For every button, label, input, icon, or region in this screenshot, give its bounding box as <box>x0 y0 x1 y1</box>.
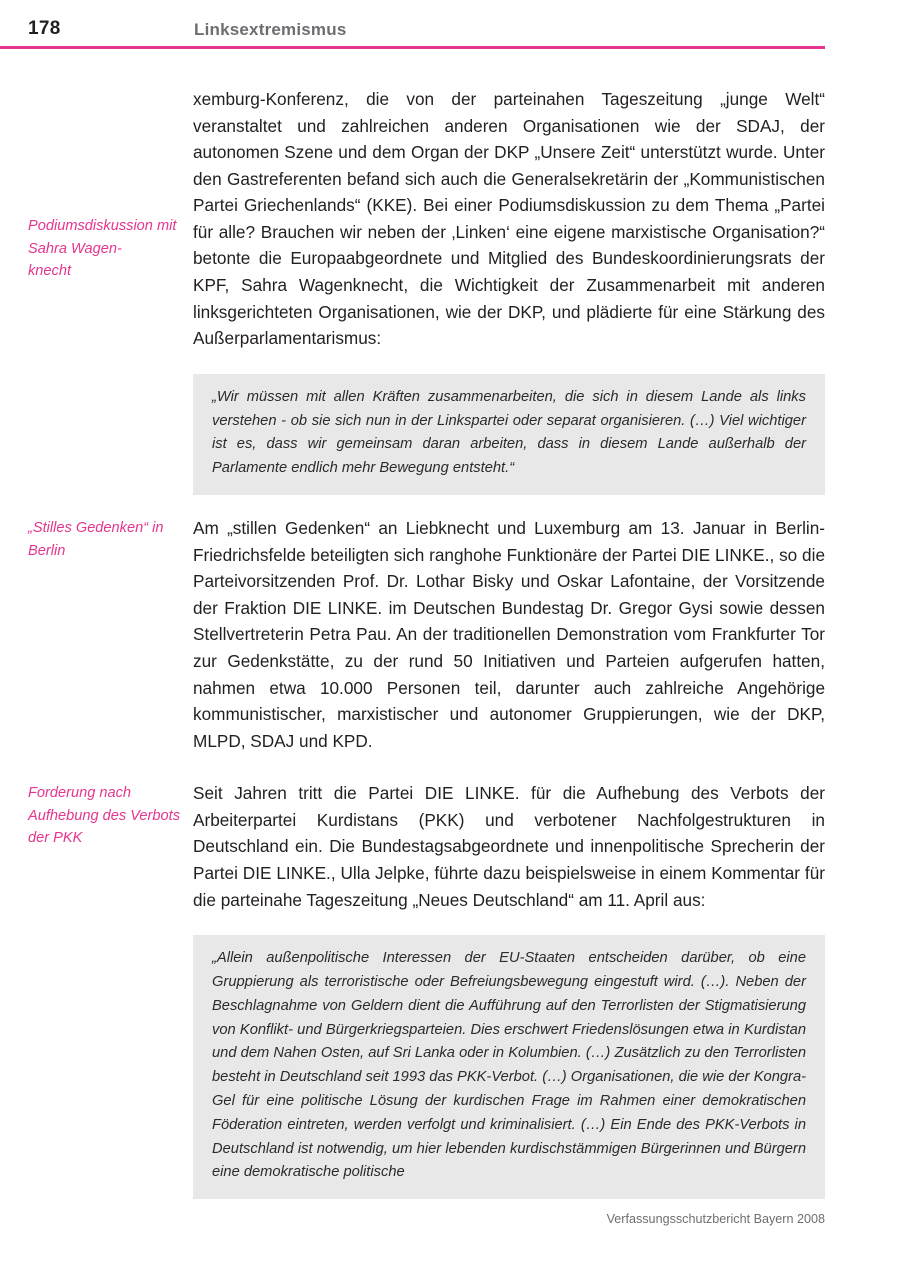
marginalia-note-forderung-pkk: Forderung nach Aufhebung des Verbots der PKK <box>28 785 180 847</box>
marginalia-note-podiumsdiskussion: Podiumsdiskussion mit Sahra Wagen- knecht <box>28 218 177 280</box>
marginalia-note-stilles-gedenken: „Stilles Gedenken“ in Berlin <box>28 520 164 559</box>
header-rule-divider <box>0 46 825 49</box>
page-number: 178 <box>28 18 61 39</box>
text-block <box>0 86 900 352</box>
quotation-box: „Allein außenpolitische Interessen der EU-Staaten entscheiden darüber, ob eine Gruppierung als terroristische oder Befreiungsbewegung eingestuft wird. (…). Neben der Beschlagnahme von Geldern dient die Aufführung auf den Terrorlisten der Stigmatisierung von Konflikt- und Bürgerkriegsparteien. Dies erschwert Friedenslösungen etwa in Kurdistan und dem Nahen Osten, auf Sri Lanka oder in Kolumbien. (…) Zusätzlich zu den Terrorlisten besteht in Deutschland seit 1993 das PKK-Verbot. (…) Organisationen, die wie der Kongra-Gel für eine politische Lösung der kurdischen Frage im Rahmen einer demokratischen Föderation eintreten, werden verfolgt und kriminalisiert. (…) Ein Ende des PKK-Verbots in Deutschland ist notwendig, um hier lebenden kurdischstämmigen Bürgerinnen und Bürgern eine demokratische politische <box>193 935 825 1199</box>
page-header <box>0 0 825 48</box>
text-block <box>0 515 900 754</box>
body-paragraph: Am „stillen Gedenken“ an Liebknecht und Luxemburg am 13. Januar in Berlin-Friedrichsfelde beteiligten sich ranghohe Funktionäre der Partei DIE LINKE., so die Parteivorsitzenden Prof. Dr. Lothar Bisky und Oskar Lafontaine, der Vorsitzende der Fraktion DIE LINKE. im Deutschen Bundestag Dr. Gregor Gysi sowie dessen Stellvertreterin Petra Pau. An der traditionellen Demonstration vom Frankfurter Tor zur Gedenkstätte, zu der rund 50 Initiativen und Parteien aufgerufen hatten, nahmen etwa 10.000 Personen teil, darunter auch zahlreiche Angehörige kommunistischer, marxistischer und autonomer Gruppierungen, wie der DKP, MLPD, SDAJ und KPD. <box>193 518 825 751</box>
body-paragraph: xemburg-Konferenz, die von der parteinahen Tageszeitung „junge Welt“ veranstaltet und zahlreichen anderen Organisationen wie der SDAJ, der autonomen Szene und dem Organ der DKP „Unsere Zeit“ unterstützt wurde. Unter den Gastreferenten befand sich auch die Generalsekretärin der „Kommunistischen Partei Griechenlands“ (KKE). Bei einer Podiumsdiskussion zu dem Thema „Partei für alle? Brauchen wir neben der ‚Linken‘ eine eigene marxistische Organisation?“ betonte die Europaabgeordnete und Mitglied des Bundeskoordinierungsrats der KPF, Sahra Wagenknecht, die Wichtigkeit der Zusammenarbeit mit anderen linksgerichteten Organisationen, wie der DKP, und plädierte für eine Stärkung des Außerparlamentarismus: <box>193 89 825 349</box>
page-content <box>0 86 900 1199</box>
page-footer <box>0 1212 825 1226</box>
body-paragraph: Seit Jahren tritt die Partei DIE LINKE. für die Aufhebung des Verbots der Arbeiterpartei Kurdistans (PKK) und verbotener Nachfolgestrukturen in Deutschland ein. Die Bundestagsabgeordnete und innenpolitische Sprecherin der Partei DIE LINKE., Ulla Jelpke, führte dazu beispielsweise in einem Kommentar für die parteinahe Tageszeitung „Neues Deutschland“ am 11. April aus: <box>193 783 825 910</box>
text-block <box>0 780 900 913</box>
page-title: Linksextremismus <box>194 20 347 39</box>
quotation-box: „Wir müssen mit allen Kräften zusammenarbeiten, die sich in diesem Lande als links verstehen - ob sie sich nun in der Linkspartei oder separat organisieren. (…) Viel wichtiger ist es, dass wir gemeinsam daran arbeiten, dass in diesem Lande außerhalb der Parlamente endlich mehr Bewegung entsteht.“ <box>193 374 825 495</box>
footer-text: Verfassungsschutzbericht Bayern 2008 <box>606 1212 825 1226</box>
